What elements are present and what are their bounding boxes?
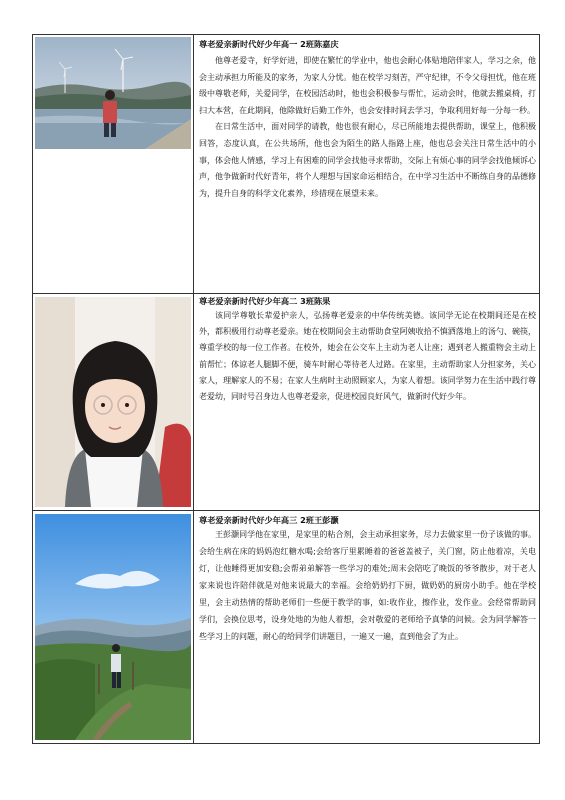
entry-title: 尊老爱亲新时代好少年高二 3班陈果: [199, 296, 331, 306]
student-photo-mountain: [35, 514, 191, 740]
portrait-photo: [35, 297, 191, 507]
text-cell: [194, 35, 540, 294]
table-row: [33, 35, 540, 294]
honor-table: [32, 34, 540, 744]
entry-paragraph: 他尊老爱寺，好学好进，即使在繁忙的学业中，他也会耐心体贴地陪伴家人，学习之余，他会主动承担力所能及的家务，为家人分忧。他在校学习刻苦，严守纪律，不令父母担忧，他在班级中尊敬老师，关爱同学，在校园活动时，他也会积极参与帮忙，运动会时，他就去搬桌椅，打扫大本营，在此期间，他除做好后勤工作外，也会安排时间去学习，争取利用好每一分每一秒。: [199, 56, 536, 115]
text-cell: [194, 294, 540, 511]
entry-title: 尊老爱亲新时代好少年高三 2班王彭灏: [199, 515, 339, 525]
photo-cell: [33, 294, 194, 511]
text-cell: [194, 511, 540, 744]
photo-cell: [33, 35, 194, 294]
table-row: [33, 511, 540, 744]
table-row: [33, 294, 540, 511]
lake-windmill-photo: [35, 37, 191, 149]
student-photo-portrait: [35, 297, 191, 507]
entry-title: 尊老爱亲新时代好少年高一 2班陈嘉庆: [199, 39, 339, 49]
student-photo-lake: [35, 37, 191, 149]
mountain-photo: [35, 514, 191, 740]
entry-paragraph: 王彭灏同学他在家里，是家里的粘合剂，会主动承担家务，尽力去做家里一份子该做的事。会给生病在床的妈妈泡红糖水喝;会给客厅里累睡着的爸爸盖被子，关门窗，防止他着凉，关电灯，让他睡得更加安稳;会帮弟弟解答一些学习的难处;周末会陪吃了晚饭的爷爷散步，对于老人家来说也许陪伴就是对他来说最大的幸福。会给奶奶打下厨，做奶奶的厨房小助手。他在学校里，会主动热情的帮助老师们一些便于教学的事，如:收作业，擦作业，发作业。会经常帮助同学们，会换位思考，设身处地的为他人着想，会对敬爱的老师给予真挚的问候。会为同学解答一些学习上的问题，耐心的给同学们讲题目，一遍又一遍，直到他会了为止。: [199, 530, 536, 641]
entry-paragraph: 在日常生活中，面对同学的请教，他也很有耐心，尽已所能地去提供帮助，课堂上，他积极回答，态度认真，在公共场所，他也会为陌生的路人指路上座，他也总会关注日常生活中的小事，体会他人情感，学习上有困难的同学会找他寻求帮助，交际上有烦心事的同学会找他倾诉心声，他争做新时代好青年，将个人理想与国家命运相结合，在中学习生活中不断练自身的品德修为，提升自身的科学文化素养，珍措现在展望未来。: [199, 122, 536, 198]
photo-cell: [33, 511, 194, 744]
entry-paragraph: 该同学尊敬长辈爱护亲人，弘扬尊老爱亲的中华传统美德。该同学无论在校期间还是在校外，都积极用行动尊老爱亲。她在校期间会主动帮助食堂阿姨收拾不慎洒落地上的汤勺、碗筷，尊重学校的每一位工作者。在校外，她会在公交车上主动为老人让座；遇到老人搬重物会主动上前帮忙；体谅老人腿脚不便，骑车时耐心等待老人过路。在家里，主动帮助家人分担家务，关心家人，理解家人的不易；在家人生病时主动照顾家人，为家人着想。该同学努力在生活中践行尊老爱幼，同时号召身边人也尊老爱亲，促进校园良好风气，做新时代好少年。: [199, 311, 536, 402]
